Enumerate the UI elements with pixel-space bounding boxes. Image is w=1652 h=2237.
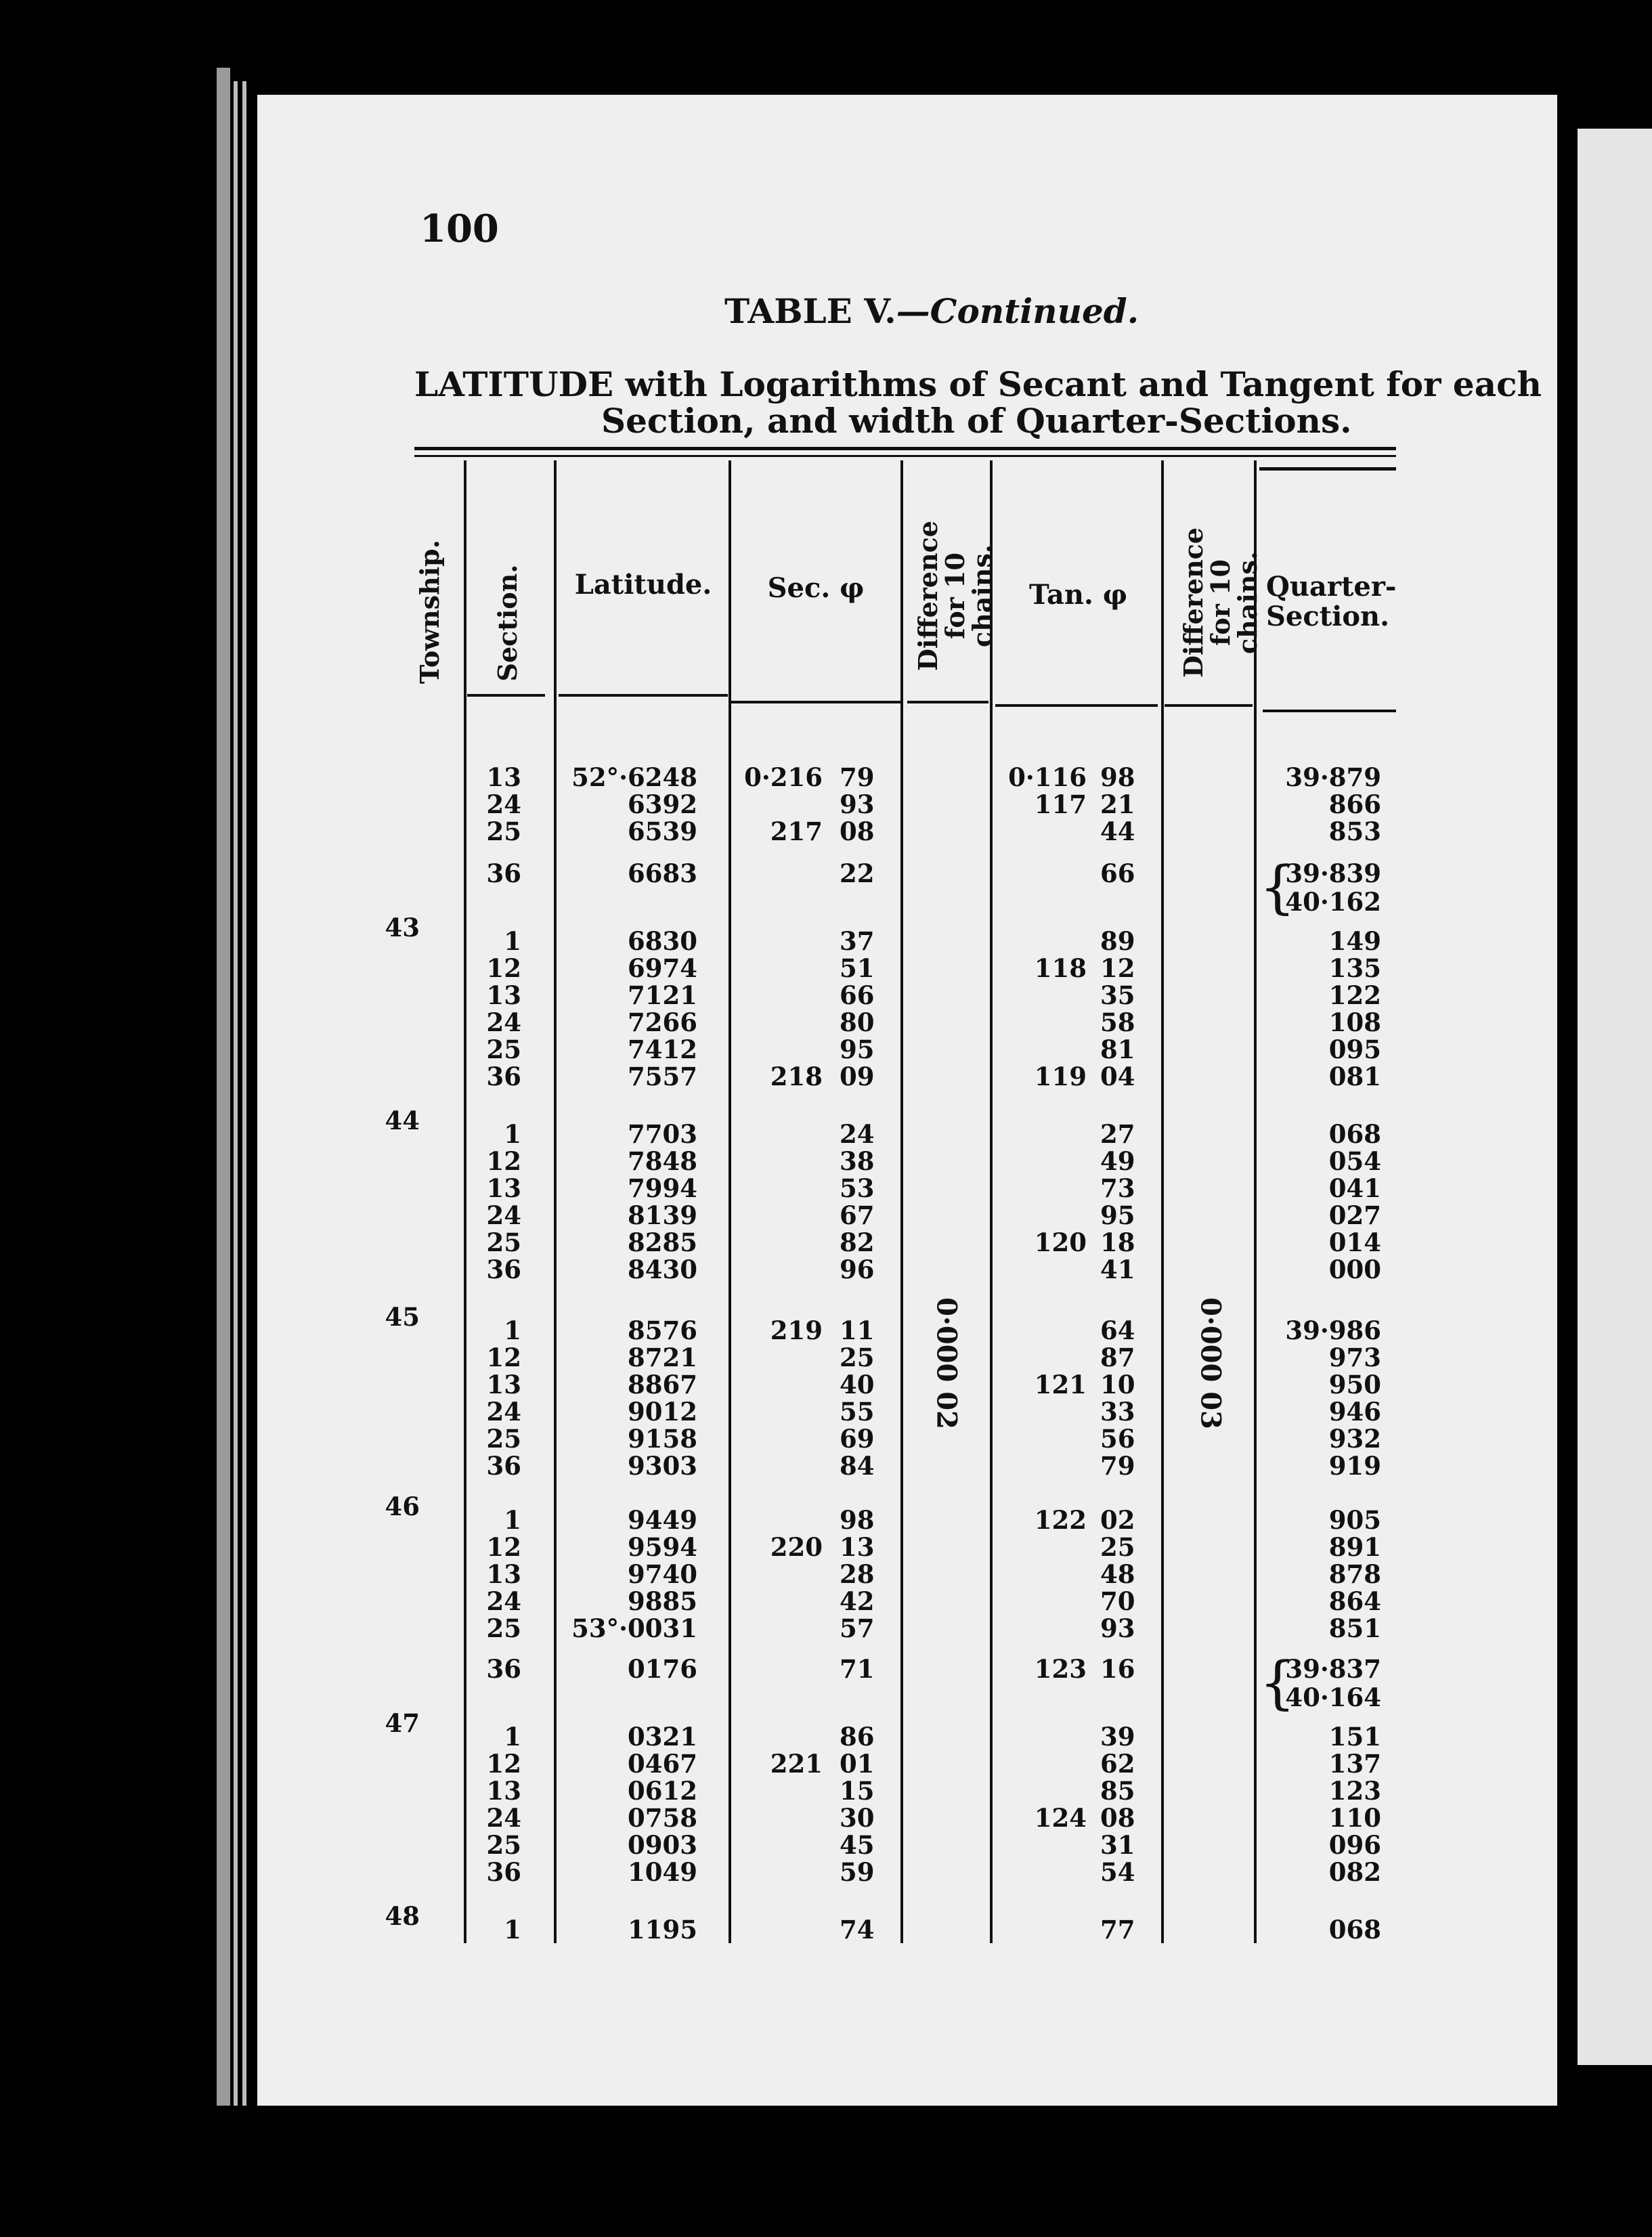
difference-sec-value: 0·000 02 bbox=[930, 1297, 963, 1429]
latitude-cell: 8721 bbox=[628, 1343, 697, 1372]
section-cell: 25 bbox=[486, 1035, 521, 1064]
tangent-digits-cell: 70 bbox=[1100, 1586, 1135, 1616]
quarter-section-cell: 041 bbox=[1328, 1173, 1381, 1203]
latitude-cell: 0467 bbox=[628, 1749, 697, 1779]
quarter-section-cell: 973 bbox=[1328, 1343, 1381, 1372]
section-cell: 25 bbox=[486, 1613, 521, 1643]
page-edge-left bbox=[217, 68, 230, 2106]
latitude-cell: 9449 bbox=[628, 1505, 697, 1535]
tangent-digits-cell: 77 bbox=[1100, 1915, 1135, 1945]
section-cell: 13 bbox=[486, 1173, 521, 1203]
quarter-section-cell: 151 bbox=[1328, 1722, 1381, 1752]
latitude-cell: 0612 bbox=[628, 1776, 697, 1806]
section-cell: 12 bbox=[486, 1532, 521, 1562]
latitude-cell: 6683 bbox=[628, 859, 697, 888]
latitude-cell: 8139 bbox=[628, 1200, 697, 1230]
tangent-digits-cell: 87 bbox=[1100, 1343, 1135, 1372]
header-tan: Tan. φ bbox=[1029, 579, 1127, 611]
tangent-digits-cell: 31 bbox=[1100, 1830, 1135, 1860]
latitude-cell: 7266 bbox=[628, 1007, 697, 1037]
section-cell: 25 bbox=[486, 1830, 521, 1860]
secant-main-cell: 0·216 bbox=[744, 762, 823, 792]
tangent-digits-cell: 93 bbox=[1100, 1613, 1135, 1643]
quarter-section-cell: 123 bbox=[1328, 1776, 1381, 1806]
secant-digits-cell: 96 bbox=[840, 1255, 875, 1284]
quarter-section-cell: 851 bbox=[1328, 1613, 1381, 1643]
tangent-digits-cell: 12 bbox=[1100, 953, 1135, 983]
tangent-digits-cell: 18 bbox=[1100, 1228, 1135, 1257]
header-township: Township. bbox=[414, 540, 445, 684]
section-cell: 12 bbox=[486, 1343, 521, 1372]
section-cell: 1 bbox=[504, 926, 521, 956]
township-cell: 47 bbox=[385, 1708, 420, 1738]
secant-digits-cell: 09 bbox=[840, 1062, 875, 1091]
header-rule bbox=[995, 704, 1158, 707]
secant-main-cell: 217 bbox=[770, 817, 823, 846]
tangent-digits-cell: 66 bbox=[1100, 859, 1135, 888]
section-cell: 12 bbox=[486, 1749, 521, 1779]
tangent-digits-cell: 02 bbox=[1100, 1505, 1135, 1535]
tangent-digits-cell: 62 bbox=[1100, 1749, 1135, 1779]
tangent-digits-cell: 95 bbox=[1100, 1200, 1135, 1230]
latitude-cell: 6392 bbox=[628, 789, 697, 819]
secant-digits-cell: 84 bbox=[840, 1451, 875, 1481]
column-line bbox=[1161, 460, 1164, 1943]
tangent-main-cell: 119 bbox=[1034, 1062, 1087, 1091]
latitude-cell: 7412 bbox=[628, 1035, 697, 1064]
secant-digits-cell: 51 bbox=[840, 953, 875, 983]
facing-page-edge bbox=[1578, 129, 1652, 2065]
section-cell: 24 bbox=[486, 1200, 521, 1230]
quarter-section-cell: 905 bbox=[1328, 1505, 1381, 1535]
secant-digits-cell: 45 bbox=[840, 1830, 875, 1860]
secant-digits-cell: 69 bbox=[840, 1424, 875, 1454]
quarter-section-cell: 864 bbox=[1328, 1586, 1381, 1616]
secant-main-cell: 219 bbox=[770, 1316, 823, 1345]
tangent-digits-cell: 48 bbox=[1100, 1559, 1135, 1589]
table-subtitle-line2: Section, and width of Quarter-Sections. bbox=[601, 401, 1352, 441]
header-diff-sec-text: Difference for 10 chains. bbox=[913, 521, 997, 671]
section-cell: 36 bbox=[486, 1062, 521, 1091]
column-line bbox=[464, 460, 466, 1943]
latitude-cell: 9303 bbox=[628, 1451, 697, 1481]
latitude-cell: 9740 bbox=[628, 1559, 697, 1589]
quarter-section-cell: 137 bbox=[1328, 1749, 1381, 1779]
top-rule bbox=[414, 447, 1396, 450]
quarter-section-cell: 081 bbox=[1328, 1062, 1381, 1091]
section-cell: 1 bbox=[504, 1505, 521, 1535]
header-rule bbox=[1263, 710, 1396, 712]
section-cell: 36 bbox=[486, 859, 521, 888]
quarter-section-cell: 027 bbox=[1328, 1200, 1381, 1230]
page-number: 100 bbox=[420, 207, 499, 251]
secant-digits-cell: 79 bbox=[840, 762, 875, 792]
quarter-section-cell: 108 bbox=[1328, 1007, 1381, 1037]
secant-digits-cell: 08 bbox=[840, 817, 875, 846]
tangent-main-cell: 121 bbox=[1034, 1370, 1087, 1399]
township-cell: 46 bbox=[385, 1492, 420, 1521]
latitude-cell: 9885 bbox=[628, 1586, 697, 1616]
section-cell: 24 bbox=[486, 1586, 521, 1616]
tangent-main-cell: 0·116 bbox=[1008, 762, 1087, 792]
latitude-cell: 9594 bbox=[628, 1532, 697, 1562]
latitude-cell: 6974 bbox=[628, 953, 697, 983]
latitude-cell: 0903 bbox=[628, 1830, 697, 1860]
header-rule bbox=[559, 694, 728, 697]
latitude-cell: 7703 bbox=[628, 1119, 697, 1149]
township-cell: 48 bbox=[385, 1901, 420, 1931]
quarter-section-cell: 39·837 bbox=[1285, 1654, 1381, 1684]
latitude-cell: 0176 bbox=[628, 1654, 697, 1684]
secant-digits-cell: 67 bbox=[840, 1200, 875, 1230]
secant-digits-cell: 38 bbox=[840, 1146, 875, 1176]
secant-digits-cell: 59 bbox=[840, 1857, 875, 1887]
tangent-digits-cell: 41 bbox=[1100, 1255, 1135, 1284]
latitude-cell: 8576 bbox=[628, 1316, 697, 1345]
tangent-digits-cell: 04 bbox=[1100, 1062, 1135, 1091]
tangent-main-cell: 124 bbox=[1034, 1803, 1087, 1833]
latitude-cell: 6539 bbox=[628, 817, 697, 846]
tangent-digits-cell: 79 bbox=[1100, 1451, 1135, 1481]
section-cell: 24 bbox=[486, 1007, 521, 1037]
quarter-section-cell: 095 bbox=[1328, 1035, 1381, 1064]
section-cell: 24 bbox=[486, 1397, 521, 1427]
tangent-digits-cell: 25 bbox=[1100, 1532, 1135, 1562]
secant-digits-cell: 13 bbox=[840, 1532, 875, 1562]
table-subtitle-line1: LATITUDE with Logarithms of Secant and Tangent for each bbox=[414, 364, 1542, 404]
header-rule bbox=[907, 701, 988, 703]
secant-digits-cell: 53 bbox=[840, 1173, 875, 1203]
tangent-main-cell: 120 bbox=[1034, 1228, 1087, 1257]
secant-digits-cell: 24 bbox=[840, 1119, 875, 1149]
page-edge-stripe bbox=[242, 81, 246, 2106]
quarter-section-cell-second: 40·164 bbox=[1285, 1682, 1381, 1712]
table-title-continued: —Continued. bbox=[896, 291, 1139, 331]
header-quarter-section: Quarter-Section. bbox=[1266, 571, 1397, 632]
secant-main-cell: 220 bbox=[770, 1532, 823, 1562]
section-cell: 36 bbox=[486, 1451, 521, 1481]
tangent-digits-cell: 85 bbox=[1100, 1776, 1135, 1806]
section-cell: 25 bbox=[486, 817, 521, 846]
secant-digits-cell: 86 bbox=[840, 1722, 875, 1752]
township-cell: 45 bbox=[385, 1302, 420, 1332]
top-rule-right bbox=[1259, 467, 1396, 471]
tangent-digits-cell: 81 bbox=[1100, 1035, 1135, 1064]
secant-digits-cell: 98 bbox=[840, 1505, 875, 1535]
header-diff-tan bbox=[1178, 511, 1263, 694]
brace-icon: { bbox=[1259, 854, 1296, 920]
header-rule bbox=[467, 694, 545, 697]
quarter-section-cell: 000 bbox=[1328, 1255, 1381, 1284]
brace-icon: { bbox=[1259, 1649, 1296, 1716]
section-cell: 12 bbox=[486, 1146, 521, 1176]
header-diff-sec bbox=[913, 504, 997, 687]
secant-digits-cell: 55 bbox=[840, 1397, 875, 1427]
quarter-section-cell: 39·879 bbox=[1285, 762, 1381, 792]
quarter-section-cell: 946 bbox=[1328, 1397, 1381, 1427]
tangent-digits-cell: 64 bbox=[1100, 1316, 1135, 1345]
tangent-digits-cell: 33 bbox=[1100, 1397, 1135, 1427]
quarter-section-cell-second: 40·162 bbox=[1285, 887, 1381, 917]
tangent-digits-cell: 98 bbox=[1100, 762, 1135, 792]
difference-tan-value: 0·000 03 bbox=[1194, 1297, 1227, 1429]
section-cell: 25 bbox=[486, 1424, 521, 1454]
section-cell: 12 bbox=[486, 953, 521, 983]
secant-digits-cell: 42 bbox=[840, 1586, 875, 1616]
quarter-section-cell: 082 bbox=[1328, 1857, 1381, 1887]
quarter-section-cell: 39·839 bbox=[1285, 859, 1381, 888]
secant-digits-cell: 22 bbox=[840, 859, 875, 888]
table-title bbox=[724, 291, 1139, 331]
tangent-digits-cell: 73 bbox=[1100, 1173, 1135, 1203]
secant-digits-cell: 30 bbox=[840, 1803, 875, 1833]
table-title-main: TABLE V. bbox=[724, 291, 896, 331]
tangent-main-cell: 118 bbox=[1034, 953, 1087, 983]
latitude-cell: 7121 bbox=[628, 980, 697, 1010]
section-cell: 25 bbox=[486, 1228, 521, 1257]
secant-digits-cell: 01 bbox=[840, 1749, 875, 1779]
section-cell: 1 bbox=[504, 1119, 521, 1149]
quarter-section-cell: 014 bbox=[1328, 1228, 1381, 1257]
tangent-digits-cell: 49 bbox=[1100, 1146, 1135, 1176]
page-edge-stripe bbox=[234, 81, 238, 2106]
tangent-digits-cell: 35 bbox=[1100, 980, 1135, 1010]
tangent-digits-cell: 21 bbox=[1100, 789, 1135, 819]
section-cell: 13 bbox=[486, 980, 521, 1010]
section-cell: 1 bbox=[504, 1915, 521, 1945]
section-cell: 24 bbox=[486, 789, 521, 819]
latitude-cell: 8285 bbox=[628, 1228, 697, 1257]
section-cell: 13 bbox=[486, 762, 521, 792]
secant-digits-cell: 82 bbox=[840, 1228, 875, 1257]
section-cell: 24 bbox=[486, 1803, 521, 1833]
quarter-section-cell: 853 bbox=[1328, 817, 1381, 846]
section-cell: 13 bbox=[486, 1559, 521, 1589]
quarter-section-cell: 149 bbox=[1328, 926, 1381, 956]
latitude-cell: 1195 bbox=[628, 1915, 697, 1945]
latitude-cell: 0758 bbox=[628, 1803, 697, 1833]
secant-digits-cell: 95 bbox=[840, 1035, 875, 1064]
tangent-digits-cell: 27 bbox=[1100, 1119, 1135, 1149]
quarter-section-cell: 068 bbox=[1328, 1915, 1381, 1945]
secant-digits-cell: 15 bbox=[840, 1776, 875, 1806]
tangent-digits-cell: 56 bbox=[1100, 1424, 1135, 1454]
secant-digits-cell: 25 bbox=[840, 1343, 875, 1372]
tangent-digits-cell: 89 bbox=[1100, 926, 1135, 956]
tangent-digits-cell: 54 bbox=[1100, 1857, 1135, 1887]
secant-digits-cell: 28 bbox=[840, 1559, 875, 1589]
quarter-section-cell: 135 bbox=[1328, 953, 1381, 983]
latitude-cell: 8430 bbox=[628, 1255, 697, 1284]
latitude-cell: 6830 bbox=[628, 926, 697, 956]
section-cell: 1 bbox=[504, 1316, 521, 1345]
tangent-digits-cell: 58 bbox=[1100, 1007, 1135, 1037]
section-cell: 13 bbox=[486, 1776, 521, 1806]
township-cell: 44 bbox=[385, 1106, 420, 1135]
header-rule bbox=[1165, 704, 1253, 707]
latitude-cell: 8867 bbox=[628, 1370, 697, 1399]
top-rule-second bbox=[414, 455, 1396, 457]
column-line bbox=[554, 460, 557, 1943]
tangent-main-cell: 123 bbox=[1034, 1654, 1087, 1684]
latitude-cell: 9158 bbox=[628, 1424, 697, 1454]
secant-main-cell: 218 bbox=[770, 1062, 823, 1091]
section-cell: 13 bbox=[486, 1370, 521, 1399]
column-line bbox=[900, 460, 903, 1943]
secant-digits-cell: 71 bbox=[840, 1654, 875, 1684]
tangent-main-cell: 117 bbox=[1034, 789, 1087, 819]
quarter-section-cell: 932 bbox=[1328, 1424, 1381, 1454]
quarter-section-cell: 110 bbox=[1328, 1803, 1381, 1833]
latitude-cell: 52°·6248 bbox=[571, 762, 697, 792]
tangent-digits-cell: 16 bbox=[1100, 1654, 1135, 1684]
tangent-main-cell: 122 bbox=[1034, 1505, 1087, 1535]
secant-digits-cell: 93 bbox=[840, 789, 875, 819]
tangent-digits-cell: 10 bbox=[1100, 1370, 1135, 1399]
secant-digits-cell: 57 bbox=[840, 1613, 875, 1643]
quarter-section-cell: 950 bbox=[1328, 1370, 1381, 1399]
section-cell: 36 bbox=[486, 1857, 521, 1887]
quarter-section-cell: 054 bbox=[1328, 1146, 1381, 1176]
township-cell: 43 bbox=[385, 913, 420, 942]
section-cell: 36 bbox=[486, 1654, 521, 1684]
secant-main-cell: 221 bbox=[770, 1749, 823, 1779]
secant-digits-cell: 11 bbox=[840, 1316, 875, 1345]
latitude-cell: 7848 bbox=[628, 1146, 697, 1176]
latitude-cell: 9012 bbox=[628, 1397, 697, 1427]
tangent-digits-cell: 08 bbox=[1100, 1803, 1135, 1833]
quarter-section-cell: 39·986 bbox=[1285, 1316, 1381, 1345]
header-section: Section. bbox=[492, 564, 523, 682]
secant-digits-cell: 37 bbox=[840, 926, 875, 956]
quarter-section-cell: 919 bbox=[1328, 1451, 1381, 1481]
latitude-cell: 0321 bbox=[628, 1722, 697, 1752]
secant-digits-cell: 74 bbox=[840, 1915, 875, 1945]
secant-digits-cell: 40 bbox=[840, 1370, 875, 1399]
section-cell: 36 bbox=[486, 1255, 521, 1284]
latitude-cell: 53°·0031 bbox=[571, 1613, 697, 1643]
latitude-cell: 7557 bbox=[628, 1062, 697, 1091]
quarter-section-cell: 891 bbox=[1328, 1532, 1381, 1562]
header-latitude: Latitude. bbox=[574, 569, 712, 601]
quarter-section-cell: 096 bbox=[1328, 1830, 1381, 1860]
quarter-section-cell: 878 bbox=[1328, 1559, 1381, 1589]
tangent-digits-cell: 39 bbox=[1100, 1722, 1135, 1752]
quarter-section-cell: 068 bbox=[1328, 1119, 1381, 1149]
latitude-cell: 1049 bbox=[628, 1857, 697, 1887]
quarter-section-cell: 122 bbox=[1328, 980, 1381, 1010]
secant-digits-cell: 66 bbox=[840, 980, 875, 1010]
tangent-digits-cell: 44 bbox=[1100, 817, 1135, 846]
secant-digits-cell: 80 bbox=[840, 1007, 875, 1037]
header-rule bbox=[731, 701, 900, 703]
column-line bbox=[729, 460, 731, 1943]
section-cell: 1 bbox=[504, 1722, 521, 1752]
latitude-cell: 7994 bbox=[628, 1173, 697, 1203]
quarter-section-cell: 866 bbox=[1328, 789, 1381, 819]
header-diff-tan-text: Difference for 10 chains. bbox=[1178, 527, 1263, 678]
header-sec: Sec. φ bbox=[767, 572, 865, 604]
